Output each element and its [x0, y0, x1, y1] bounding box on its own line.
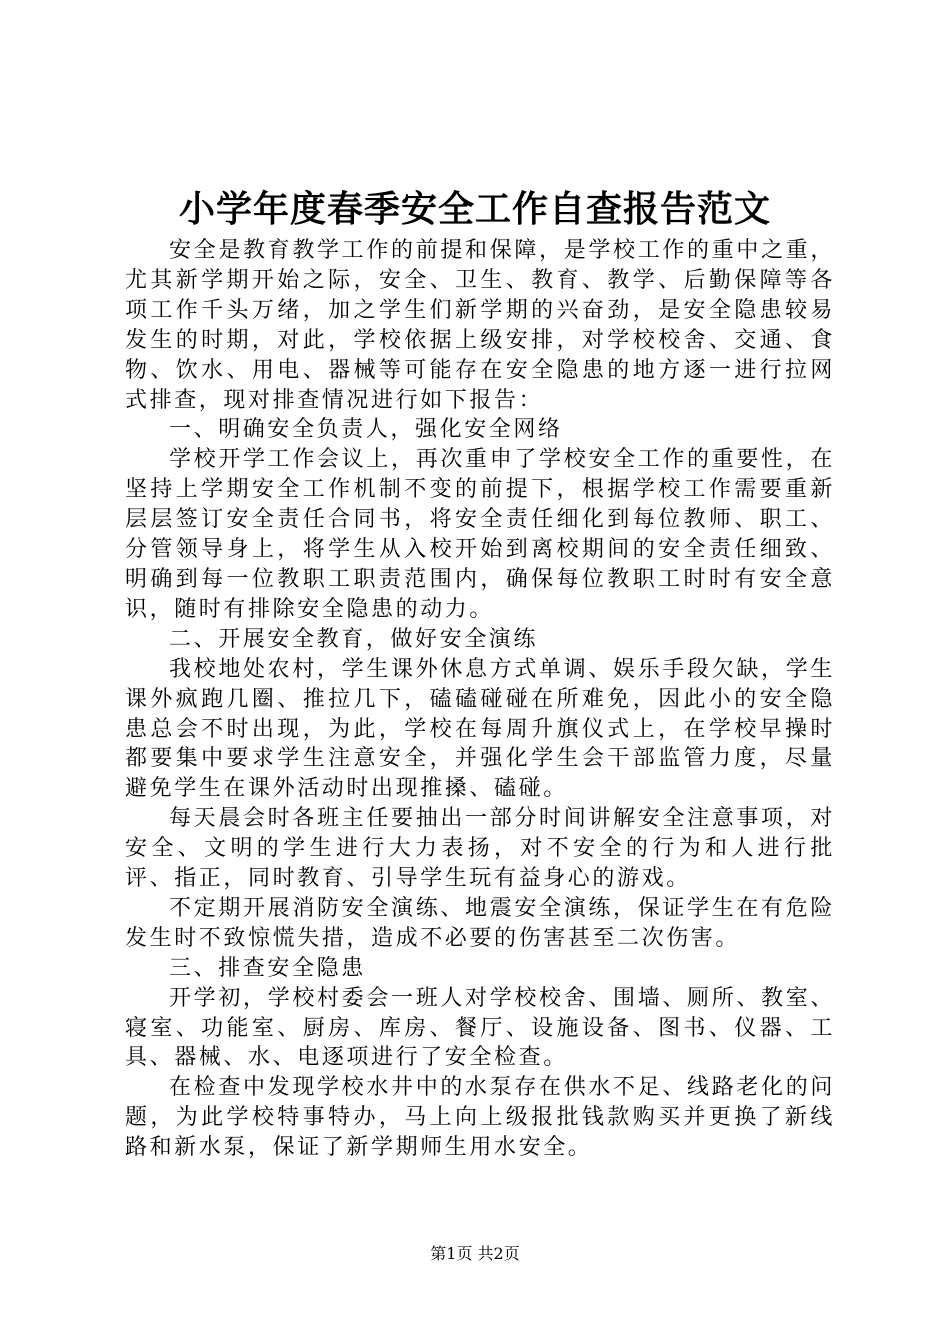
section-heading-3: 三、排查安全隐患: [169, 955, 366, 981]
section-2-paragraph-2: 每天晨会时各班主任要抽出一部分时间讲解安全注意事项，对安全、文明的学生进行大力表扬，对不安全的行为和人进行批评、指正，同时教育、引导学生玩有益身心的游戏。: [125, 806, 835, 892]
section-3-paragraph-2: 在检查中发现学校水井中的水泵存在供水不足、线路老化的问题，为此学校特事特办，马上向上级报批钱款购买并更换了新线路和新水泵，保证了新学期师生用水安全。: [125, 1075, 835, 1161]
section-heading-1: 一、明确安全负责人，强化安全网络: [169, 417, 563, 443]
section-3-paragraph-1: 开学初，学校村委会一班人对学校校舍、围墙、厕所、教室、寝室、功能室、厨房、库房、餐厅、设施设备、图书、仪器、工具、器械、水、电逐项进行了安全检查。: [125, 985, 835, 1071]
page-footer: 第1页 共2页: [430, 1244, 520, 1263]
document-body: [125, 236, 835, 1163]
section-heading-2: 二、开展安全教育，做好安全演练: [169, 626, 539, 652]
section-1-paragraph: 学校开学工作会议上，再次重申了学校安全工作的重要性，在坚持上学期安全工作机制不变的前提下，根据学校工作需要重新层层签订安全责任合同书，将安全责任细化到每位教师、职工、分管领导身上，将学生从入校开始到离校期间的安全责任细致、明确到每一位教职工职责范围内，确保每位教职工时时有安全意识，随时有排除安全隐患的动力。: [125, 447, 835, 622]
document-title: 小学年度春季安全工作自查报告范文: [178, 188, 771, 230]
intro-paragraph: 安全是教育教学工作的前提和保障，是学校工作的重中之重，尤其新学期开始之际，安全、卫生、教育、教学、后勤保障等各项工作千头万绪，加之学生们新学期的兴奋劲，是安全隐患较易发生的时期，对此，学校依据上级安排，对学校校舍、交通、食物、饮水、用电、器械等可能存在安全隐患的地方逐一进行拉网式排查，现对排查情况进行如下报告：: [125, 238, 835, 413]
section-2-paragraph-3: 不定期开展消防安全演练、地震安全演练，保证学生在有危险发生时不致惊慌失措，造成不必要的伤害甚至二次伤害。: [125, 895, 835, 951]
section-2-paragraph-1: 我校地处农村，学生课外休息方式单调、娱乐手段欠缺，学生课外疯跑几圈、推拉几下，磕磕碰碰在所难免，因此小的安全隐患总会不时出现，为此，学校在每周升旗仪式上，在学校早操时都要集中要求学生注意安全，并强化学生会干部监管力度，尽量避免学生在课外活动时出现推搡、磕碰。: [125, 656, 835, 802]
